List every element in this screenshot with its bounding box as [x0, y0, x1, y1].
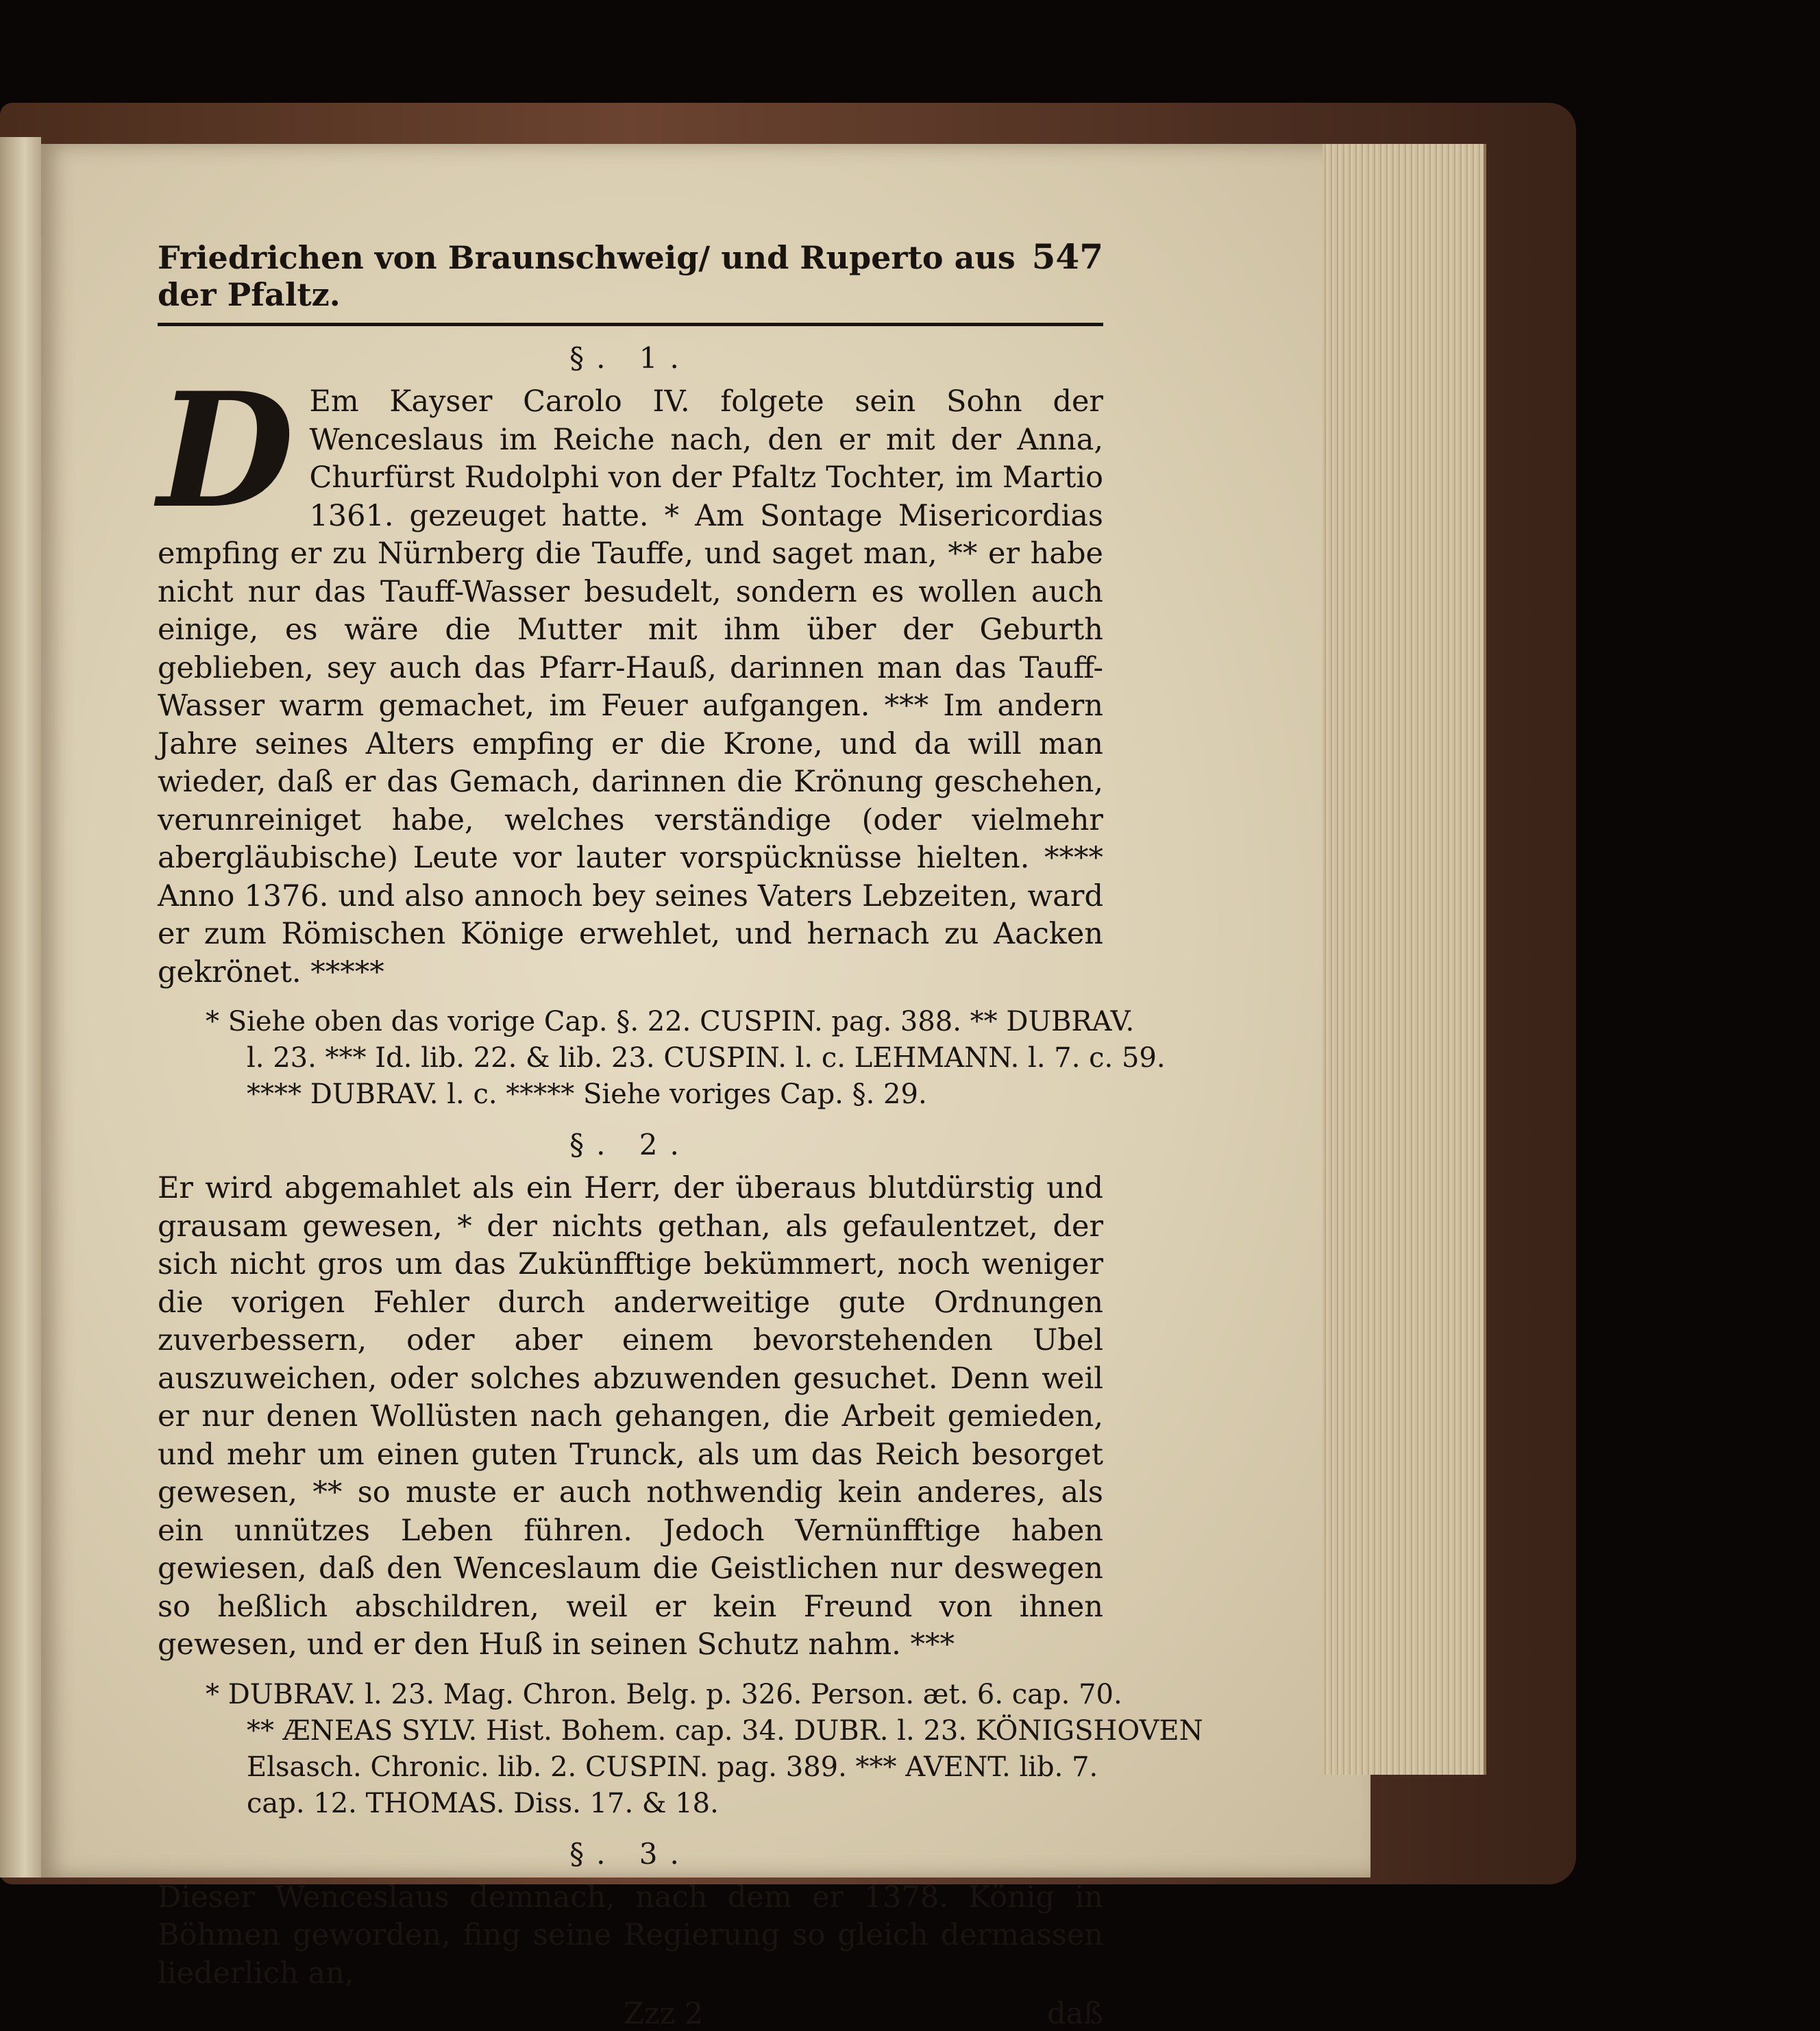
section-1-text: Em Kayser Carolo IV. folgete sein Sohn der Wenceslaus im Reiche nach, den er mit der Anna, Churfürst Rudolphi von der Pfaltz Tochter, im Martio 1361. gezeuget hatte. * Am Sontage Misericordias empfing er zu Nürnberg die Tauffe, und saget man, ** er habe nicht nur das Tauff-Wasser besudelt, sondern es wollen auch einige, es wäre die Mutter mit ihm über der Geburth geblieben, sey auch das Pfarr-Hauß, darinnen man das Tauff-Wasser warm gemachet, im Feuer aufgangen. *** Im andern Jahre seines Alters empfing er die Krone, und da will man wieder, daß er das Gemach, darinnen die Krönung geschehen, verunreiniget habe, welches verständige (oder vielmehr abergläubische) Leute vor lauter vorspücknüsse hielten. **** Anno 1376. und also annoch bey seines Vaters Lebzeiten, ward er zum Römischen Könige erwehlet, und hernach zu Aacken gekrönet. ***** — [158, 384, 1103, 989]
section-1-paragraph — [158, 358, 1103, 992]
section-mark-1: §. 1. — [569, 341, 691, 375]
footnote-line: Elsasch. Chronic. lib. 2. CUSPIN. pag. 389. *** AVENT. lib. 7. — [247, 1751, 1098, 1783]
section-3-paragraph: Dieser Wenceslaus demnach, nach dem er 1378. König in Böhmen geworden, fing seine Regierung so gleich dermassen liederlich an, — [158, 1880, 1103, 1991]
catchword: daß — [1047, 1997, 1103, 2031]
facing-page-edge — [0, 137, 41, 1878]
section-2-footnotes — [206, 1677, 1203, 1822]
section-mark-2: §. 2. — [569, 1128, 691, 1161]
page-text-block — [158, 236, 1203, 2031]
section-2-paragraph: Er wird abgemahlet als ein Herr, der überaus blutdürstig und grausam gewesen, * der nichts gethan, als gefaulentzet, der sich nicht gros um das Zukünfftige bekümmert, noch weniger die vorigen Fehler durch anderweitige gute Ordnungen zuverbessern, oder aber einem bevorstehenden Ubel auszuweichen, oder solches abzuwenden gesuchet. Denn weil er nur denen Wollüsten nach gehangen, die Arbeit gemieden, und mehr um einen guten Trunck, als um das Reich besorget gewesen, ** so muste er auch nothwendig kein anderes, als ein unnützes Leben führen. Jedoch Vernünfftige haben gewiesen, daß den Wenceslaum die Geistlichen nur deswegen so heßlich abschildren, weil er kein Freund von ihnen gewesen, und er den Huß in seinen Schutz nahm. *** — [158, 1171, 1103, 1662]
footnote-line: * Siehe oben das vorige Cap. §. 22. CUSPIN. pag. 388. ** DUBRAV. — [206, 1006, 1135, 1037]
footnote-line: * DUBRAV. l. 23. Mag. Chron. Belg. p. 326. Person. æt. 6. cap. 70. — [206, 1678, 1122, 1710]
footnote-line: **** DUBRAV. l. c. ***** Siehe voriges Cap. §. 29. — [247, 1079, 927, 1110]
running-title: Friedrichen von Braunschweig/ und Ruperto aus der Pfaltz. — [158, 239, 1016, 313]
running-header — [158, 236, 1103, 326]
section-1-footnotes — [206, 1004, 1166, 1113]
footnote-line: ** ÆNEAS SYLV. Hist. Bohem. cap. 34. DUBR. l. 23. KÖNIGSHOVEN — [247, 1714, 1203, 1747]
footnote-line: l. 23. *** Id. lib. 22. & lib. 23. CUSPIN. l. c. LEHMANN. l. 7. c. 59. — [247, 1042, 1166, 1074]
signature-mark: Zzz 2 — [624, 1997, 704, 2031]
page-footer — [158, 1997, 1103, 2031]
section-mark-3: §. 3. — [569, 1836, 691, 1871]
page-fore-edge — [1323, 144, 1486, 1775]
page-number: 547 — [1031, 236, 1103, 277]
drop-cap: D — [158, 358, 295, 543]
footnote-line: cap. 12. THOMAS. Diss. 17. & 18. — [247, 1787, 719, 1819]
